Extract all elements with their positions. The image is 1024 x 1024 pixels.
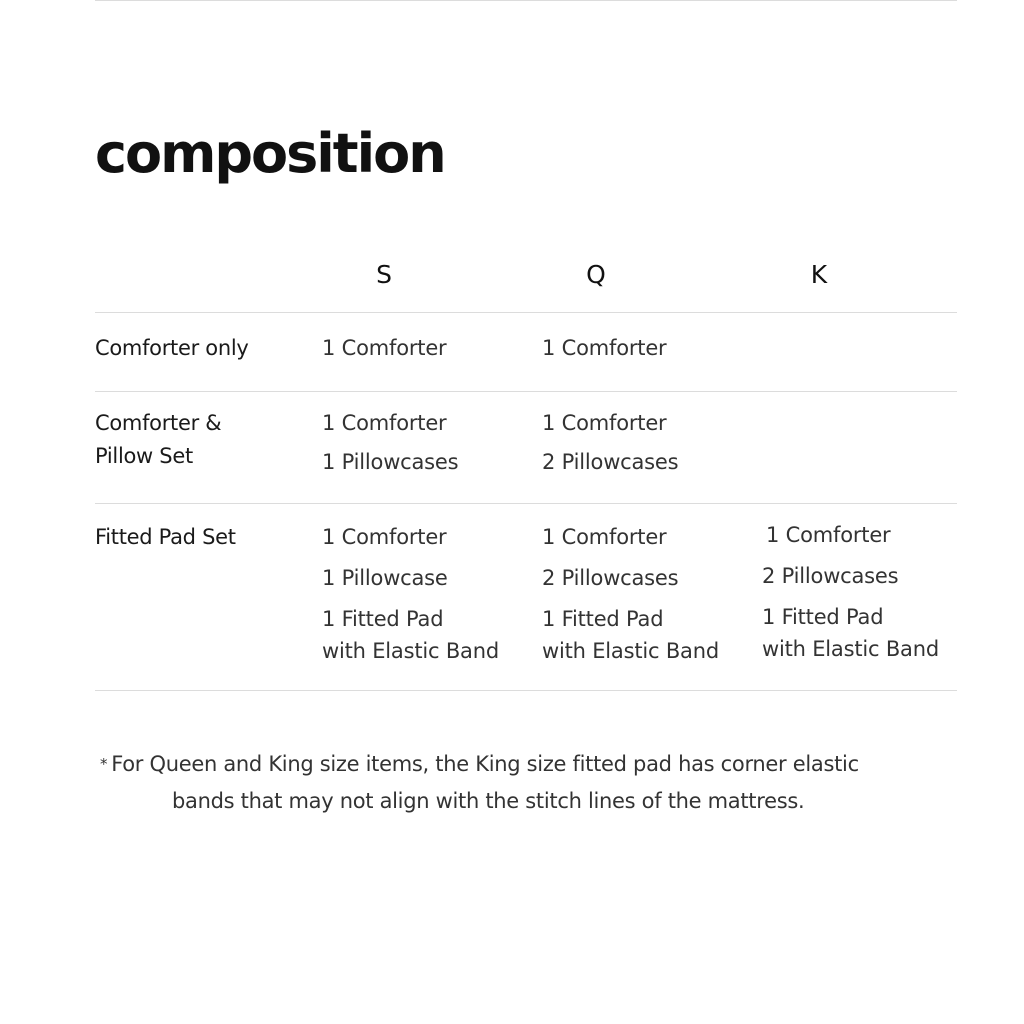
row-divider <box>95 503 957 504</box>
header-divider <box>95 312 957 313</box>
footnote-text-1: For Queen and King size items, the King size fitted pad has corner elastic <box>111 752 859 776</box>
row-label-line: Comforter & <box>95 411 222 435</box>
cell-line: 1 Pillowcases <box>322 450 459 474</box>
cell-line: 1 Fitted Pad <box>762 605 884 629</box>
cell-comforter-pillow-set-s <box>322 407 458 479</box>
row-label-comforter-pillow-set <box>95 407 221 473</box>
cell-fitted-pad-set-s <box>322 521 499 667</box>
cell-line: 1 Fitted Pad <box>322 607 444 631</box>
cell-line: 1 Comforter <box>542 525 667 549</box>
cell-line: with Elastic Band <box>762 637 939 661</box>
row-label-line: Fitted Pad Set <box>95 525 236 549</box>
cell-line: 1 Comforter <box>542 336 667 360</box>
cell-line: 1 Comforter <box>322 336 447 360</box>
cell-line: with Elastic Band <box>542 639 719 663</box>
cell-line: 2 Pillowcases <box>542 450 679 474</box>
row-divider <box>95 391 957 392</box>
column-header-s: S <box>376 260 392 289</box>
row-label-line: Pillow Set <box>95 444 193 468</box>
cell-fitted-pad-set-q <box>542 521 719 667</box>
column-header-k: K <box>810 260 828 289</box>
footnote-marker: * <box>100 755 108 773</box>
row-label-comforter-only <box>95 332 249 365</box>
cell-line: 1 Pillowcase <box>322 566 448 590</box>
cell-line: 1 Fitted Pad <box>542 607 664 631</box>
cell-line: 1 Comforter <box>322 411 447 435</box>
cell-comforter-pillow-set-q <box>542 407 678 479</box>
cell-line: 2 Pillowcases <box>542 566 679 590</box>
cell-line: 2 Pillowcases <box>762 564 899 588</box>
footnote <box>100 746 930 820</box>
top-divider <box>95 0 957 1</box>
column-header-q: Q <box>586 260 606 289</box>
cell-line: 1 Comforter <box>766 523 891 547</box>
bottom-divider <box>95 690 957 691</box>
row-label-line: Comforter only <box>95 336 249 360</box>
cell-line: with Elastic Band <box>322 639 499 663</box>
cell-line: 1 Comforter <box>322 525 447 549</box>
footnote-line-1 <box>100 746 930 783</box>
cell-line: 1 Comforter <box>542 411 667 435</box>
row-label-fitted-pad-set <box>95 521 236 554</box>
cell-fitted-pad-set-k <box>762 519 939 665</box>
footnote-line-2: bands that may not align with the stitch lines of the mattress. <box>172 789 805 813</box>
cell-comforter-only-q <box>542 332 666 365</box>
page-title: composition <box>95 122 445 185</box>
cell-comforter-only-s <box>322 332 446 365</box>
